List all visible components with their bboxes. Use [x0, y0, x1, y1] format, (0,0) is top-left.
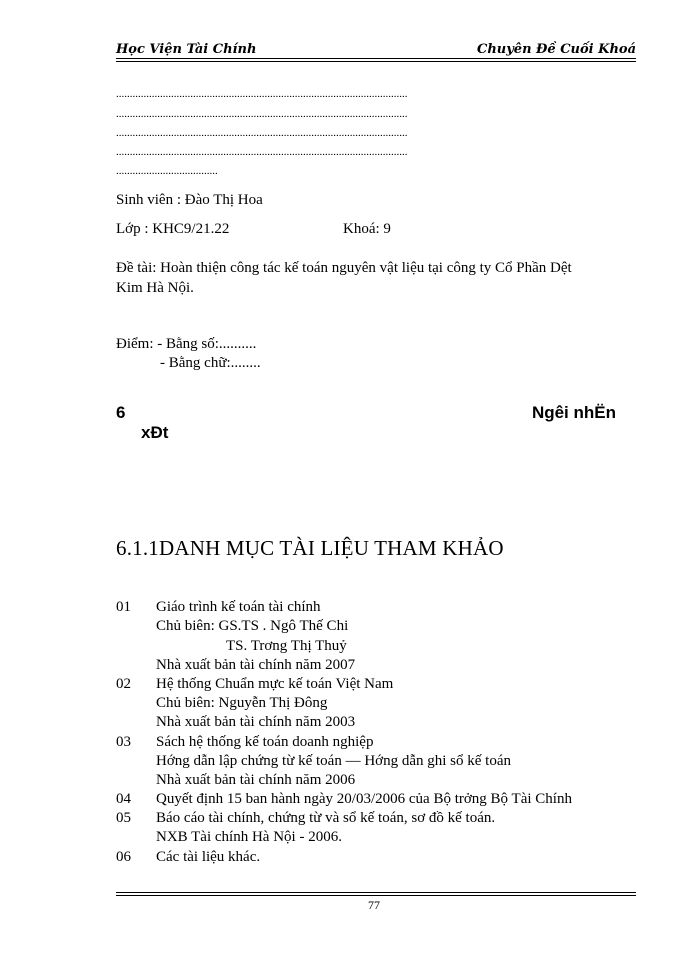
thesis-topic-line2: Kim Hà Nội. [116, 280, 194, 296]
section-number: 6 [116, 403, 126, 422]
page-number: 77 [368, 898, 380, 912]
dotted-line: .......................................................................................................... [116, 108, 408, 120]
section-title-part1: Ngêi nhËn [531, 403, 616, 422]
reference-line: Báo cáo tài chính, chứng từ và sổ kế toán, sơ đồ kế toán. [156, 810, 496, 826]
reference-line: Hệ thống Chuẩn mực kế toán Việt Nam [156, 676, 394, 692]
reference-line: Quyết định 15 ban hành ngày 20/03/2006 của Bộ trởng Bộ Tài Chính [156, 791, 572, 807]
reference-line: Giáo trình kế toán tài chính [156, 599, 321, 615]
section-title-part2: xÐt [141, 423, 169, 442]
header-divider [116, 58, 636, 59]
dotted-line: .......................................................................................................... [116, 88, 408, 100]
reference-line: Sách hệ thống kế toán doanh nghiệp [156, 734, 374, 750]
header-divider-secondary [116, 61, 636, 62]
thesis-topic-line1: Đề tài: Hoàn thiện công tác kế toán nguyên vật liệu tại công ty Cổ Phần Dệt [116, 260, 572, 276]
reference-line: TS. Trơng Thị Thuỷ [226, 638, 347, 654]
reference-line: Nhà xuất bản tài chính năm 2007 [156, 657, 356, 673]
dotted-line: .......................................................................................................... [116, 127, 408, 139]
reference-line: Chủ biên: GS.TS . Ngô Thế Chi [156, 618, 349, 634]
reference-line: Chủ biên: Nguyễn Thị Đông [156, 695, 328, 711]
footer-divider [116, 892, 636, 893]
header-left-title: Học Viện Tài Chính [116, 42, 257, 57]
dotted-line: ..................................... [116, 165, 218, 177]
reference-line: NXB Tài chính Hà Nội - 2006. [156, 829, 342, 845]
score-by-number: Điểm: - Bằng số:.......... [116, 336, 257, 352]
student-name: Sinh viên : Đào Thị Hoa [116, 192, 263, 208]
reference-number: 04 [116, 791, 131, 807]
references-heading: 6.1.1DANH MỤC TÀI LIỆU THAM KHẢO [116, 536, 504, 560]
reference-line: Nhà xuất bản tài chính năm 2003 [156, 714, 356, 730]
score-by-text: - Bằng chữ:........ [160, 355, 261, 371]
reference-number: 05 [116, 810, 131, 826]
reference-line: Hớng dẫn lập chứng từ kế toán — Hớng dẫn ghi sổ kế toán [156, 753, 511, 769]
footer-divider-secondary [116, 895, 636, 896]
reference-number: 03 [116, 734, 131, 750]
reference-number: 01 [116, 599, 131, 615]
reference-line: Nhà xuất bản tài chính năm 2006 [156, 772, 356, 788]
reference-line: Các tài liệu khác. [156, 849, 261, 865]
dotted-line: .......................................................................................................... [116, 146, 408, 158]
student-class: Lớp : KHC9/21.22 [116, 221, 230, 237]
student-course: Khoá: 9 [343, 221, 391, 237]
reference-number: 06 [116, 849, 131, 865]
reference-number: 02 [116, 676, 131, 692]
header-right-title: Chuyên Đề Cuối Khoá [477, 42, 636, 57]
